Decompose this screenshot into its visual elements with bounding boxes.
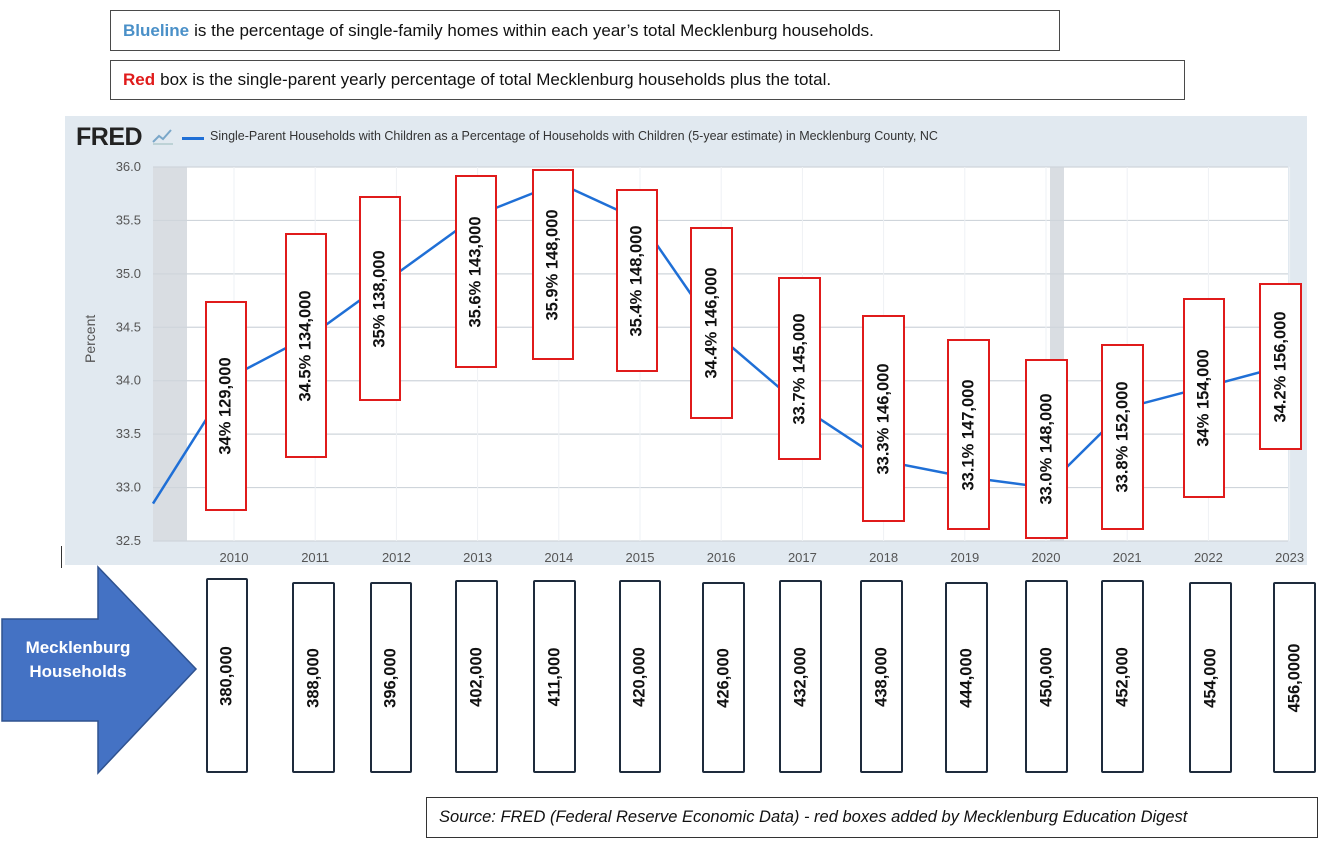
shaded-band-2009 — [153, 167, 187, 541]
x-tick-label: 2011 — [301, 550, 330, 565]
red-box-label: 35.4% 148,000 — [627, 224, 646, 337]
households-value: 402,000 — [467, 646, 485, 707]
households-arrow-label: Mecklenburg Households — [25, 638, 131, 681]
households-value: 452,000 — [1113, 646, 1131, 707]
x-tick-label: 2014 — [544, 550, 574, 565]
red-box-2013 — [455, 175, 497, 368]
x-tick-label: 2020 — [1031, 550, 1061, 565]
households-value: 388,000 — [304, 647, 322, 708]
x-tick-label: 2013 — [463, 550, 493, 565]
households-box-2010 — [206, 578, 248, 773]
households-box-2015 — [619, 580, 661, 773]
red-box-label: 34.2% 156,000 — [1271, 310, 1289, 423]
red-box-label: 35.9% 148,000 — [543, 208, 562, 321]
x-tick-label: 2012 — [381, 550, 411, 565]
y-tick-label: 34.0 — [115, 372, 141, 388]
red-box-2015 — [616, 189, 658, 372]
households-box-2014 — [533, 580, 576, 773]
households-value: 450,000 — [1037, 646, 1055, 707]
red-box-2016 — [690, 227, 733, 419]
x-tick-label: 2022 — [1193, 550, 1223, 565]
red-box-2023 — [1259, 283, 1302, 450]
red-box-2011 — [285, 233, 327, 458]
note-text-blueline: is the percentage of single-family homes within each year’s total Mecklenburg households. — [194, 20, 874, 40]
red-box-2017 — [778, 277, 821, 460]
households-value: 426,000 — [714, 647, 732, 708]
y-tick-label: 35.0 — [115, 265, 141, 281]
red-box-label: 33.7% 145,000 — [790, 312, 808, 425]
note-text-red: box is the single-parent yearly percentage of total Mecklenburg households plus the total. — [160, 70, 832, 89]
red-box-label: 34.4% 146,000 — [702, 267, 720, 379]
red-box-2014 — [532, 169, 574, 360]
households-value: 411,000 — [545, 647, 563, 706]
households-value: 454,000 — [1201, 647, 1219, 708]
x-tick-label: 2019 — [950, 550, 980, 565]
households-box-2020 — [1025, 580, 1068, 773]
red-box-2012 — [359, 196, 401, 401]
x-tick-label: 2021 — [1112, 550, 1142, 565]
red-box-2018 — [862, 315, 905, 522]
note-keyword-blueline: Blueline — [123, 20, 190, 40]
red-box-label: 33.3% 146,000 — [874, 362, 892, 475]
note-keyword-red: Red — [123, 70, 156, 89]
legend-series-label: Single-Parent Households with Children as a Percentage of Households with Children (5-year estimate) in Mecklenburg County, NC — [210, 129, 938, 143]
households-box-2021 — [1101, 580, 1144, 773]
x-tick-label: 2015 — [625, 550, 655, 565]
red-box-label: 35% 138,000 — [370, 249, 389, 348]
x-tick-label: 2018 — [869, 550, 899, 565]
households-value: 438,000 — [872, 646, 890, 707]
households-box-2017 — [779, 580, 822, 773]
households-value: 396,000 — [381, 647, 400, 708]
households-box-2013 — [455, 580, 498, 773]
y-tick-label: 36.0 — [115, 159, 141, 174]
red-box-2021 — [1101, 344, 1144, 530]
households-value: 380,000 — [217, 645, 236, 706]
red-box-label: 33.0% 148,000 — [1037, 393, 1055, 505]
red-box-2022 — [1183, 298, 1225, 498]
households-box-2016 — [702, 582, 745, 773]
households-box-2011 — [292, 582, 335, 773]
households-value: 432,000 — [791, 646, 809, 707]
y-tick-label: 32.5 — [115, 533, 141, 548]
x-tick-label: 2017 — [787, 550, 817, 565]
x-tick-label: 2023 — [1275, 550, 1305, 565]
x-tick-label: 2010 — [219, 550, 249, 565]
households-value: 456,0000 — [1285, 643, 1303, 712]
households-box-2019 — [945, 582, 988, 773]
red-box-2019 — [947, 339, 990, 530]
red-box-label: 34.5% 134,000 — [296, 289, 315, 402]
y-tick-label: 33.5 — [115, 426, 141, 442]
red-box-label: 33.1% 147,000 — [959, 378, 977, 491]
households-box-2018 — [860, 580, 903, 773]
fred-logo: FRED — [76, 123, 143, 151]
red-box-2010 — [205, 301, 247, 511]
y-tick-label: 34.5 — [115, 319, 141, 335]
x-tick-label: 2016 — [706, 550, 736, 565]
households-box-2023 — [1273, 582, 1316, 773]
y-tick-label: 35.5 — [115, 212, 141, 228]
red-box-label: 34% 129,000 — [216, 357, 235, 455]
households-box-2012 — [370, 582, 412, 773]
red-box-2020 — [1025, 359, 1068, 539]
red-box-label: 34% 154,000 — [1194, 349, 1213, 447]
red-box-label: 33.8% 152,000 — [1113, 381, 1131, 493]
y-tick-label: 33.0 — [115, 479, 141, 495]
red-box-label: 35.6% 143,000 — [466, 215, 485, 328]
households-box-2022 — [1189, 582, 1232, 773]
source-note: Source: FRED (Federal Reserve Economic Data) - red boxes added by Mecklenburg Education Digest — [426, 797, 1318, 838]
households-value: 420,000 — [630, 646, 649, 707]
households-value: 444,000 — [957, 647, 975, 708]
